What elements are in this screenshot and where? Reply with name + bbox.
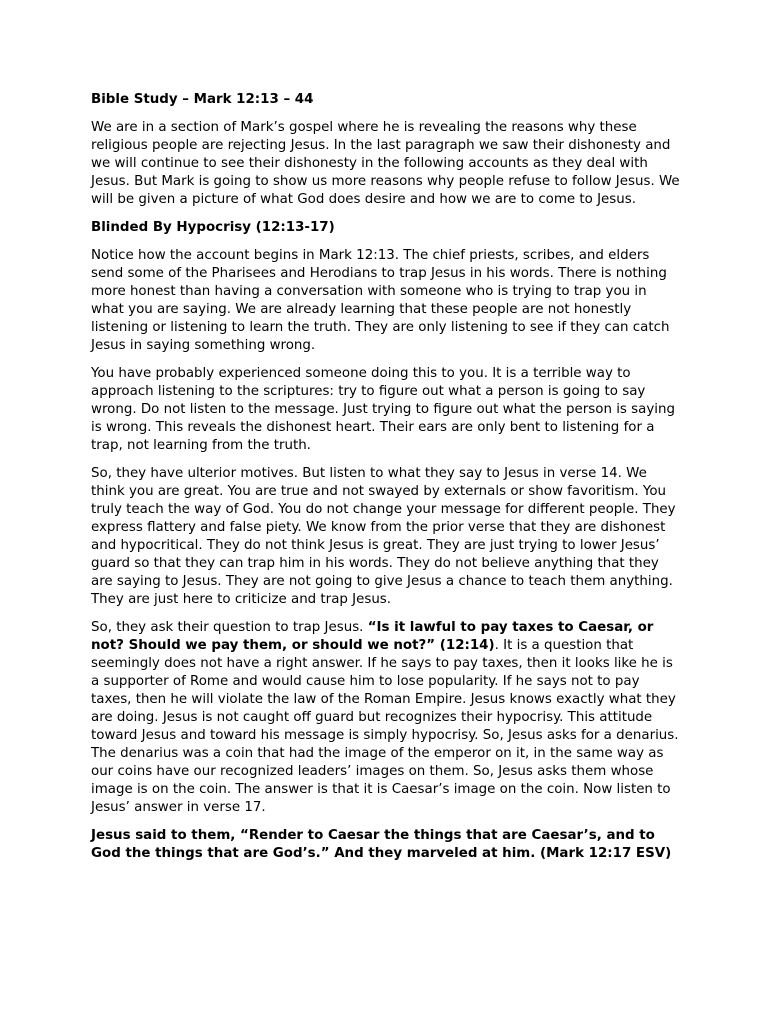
- paragraph-4: [91, 619, 681, 817]
- section-heading: Blinded By Hypocrisy (12:13-17): [91, 220, 335, 235]
- paragraph-4-start: So, they ask their question to trap Jesus.: [91, 620, 368, 635]
- paragraph-1: Notice how the account begins in Mark 12:13. The chief priests, scribes, and elders send some of the Pharisees and Herodians to trap Jesus in his words. There is nothing more honest than having a conversation with someone who is trying to trap you in what you are saying. We are already learning that these people are not honestly listening or listening to learn the truth. They are only listening to see if they can catch Jesus in saying something wrong.: [91, 248, 670, 353]
- closing-quote: Jesus said to them, “Render to Caesar the things that are Caesar’s, and to God the things that are God’s.” And they marveled at him. (Mark 12:17 ESV): [91, 828, 672, 861]
- paragraph-2: You have probably experienced someone doing this to you. It is a terrible way to approach listening to the scriptures: try to figure out what a person is going to say wrong. Do not listen to the message. Just trying to figure out what the person is saying is wrong. This reveals the dishonest heart. Their ears are only bent to listening for a trap, not learning from the truth.: [91, 366, 675, 453]
- paragraph-4-quote: “Is it lawful to pay taxes to Caesar, or not? Should we pay them, or should we not?” (12:14): [91, 620, 654, 653]
- intro-paragraph: We are in a section of Mark’s gospel where he is revealing the reasons why these religious people are rejecting Jesus. In the last paragraph we saw their dishonesty and we will continue to see their dishonesty in the following accounts as they deal with Jesus. But Mark is going to show us more reasons why people refuse to follow Jesus. We will be given a picture of what God does desire and how we are to come to Jesus.: [91, 120, 680, 207]
- document-page: [91, 91, 681, 873]
- paragraph-4-rest: . It is a question that seemingly does not have a right answer. If he says to pay taxes, then it looks like he is a supporter of Rome and would cause him to lose popularity. If he says not to pay taxes, then he will violate the law of the Roman Empire. Jesus knows exactly what they are doing. Jesus is not caught off guard but recognizes their hypocrisy. This attitude toward Jesus and toward his message is simply hypocrisy. So, Jesus asks for a denarius. The denarius was a coin that had the image of the emperor on it, in the same way as our coins have our recognized leaders’ images on them. So, Jesus asks them whose image is on the coin. The answer is that it is Caesar’s image on the coin. Now listen to Jesus’ answer in verse 17.: [91, 638, 679, 815]
- document-title: Bible Study – Mark 12:13 – 44: [91, 92, 314, 107]
- paragraph-3: So, they have ulterior motives. But listen to what they say to Jesus in verse 14. We think you are great. You are true and not swayed by externals or show favoritism. You truly teach the way of God. You do not change your message for different people. They express flattery and false piety. We know from the prior verse that they are dishonest and hypocritical. They do not think Jesus is great. They are just trying to lower Jesus’ guard so that they can trap him in his words. They do not believe anything that they are saying to Jesus. They are not going to give Jesus a chance to teach them anything. They are just here to criticize and trap Jesus.: [91, 466, 676, 607]
